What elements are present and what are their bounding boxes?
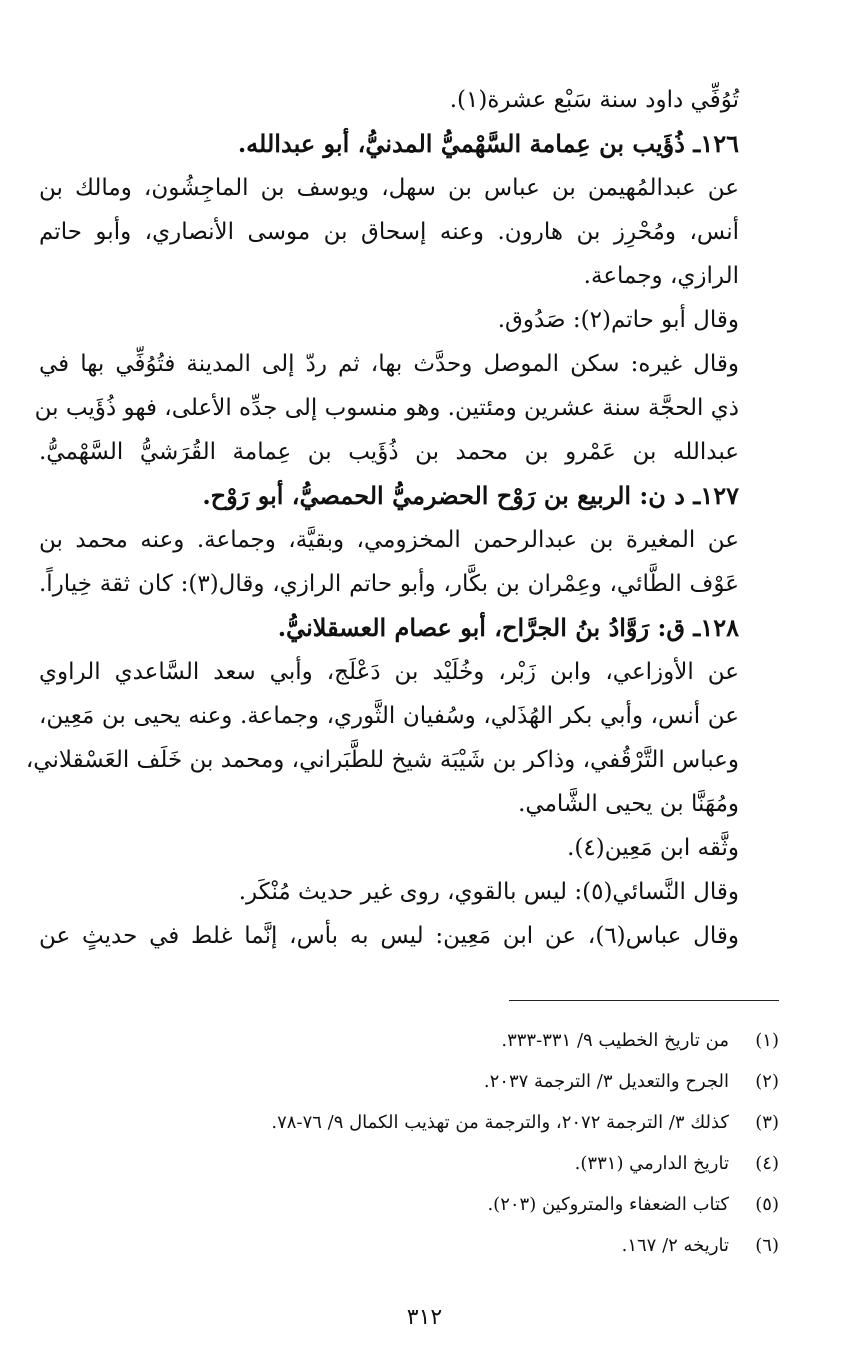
footnote-text: كذلك ٣/ الترجمة ٢٠٧٢، والترجمة من تهذيب الكمال ٩/ ٧٦-٧٨. <box>271 1112 729 1133</box>
text-line: وقال عباس(٦)، عن ابن مَعِين: ليس به بأس، إنَّما غلط في حديثٍ عن <box>39 923 739 949</box>
text-line: عبدالله بن عَمْرو بن محمد بن ذُؤَيب بن عِمامة القُرَشيُّ السَّهْميُّ. <box>39 439 739 465</box>
text-line: وقال النَّسائي(٥): ليس بالقوي، روى غير حديث مُنْكَر. <box>238 879 739 905</box>
footnote-text: الجرح والتعديل ٣/ الترجمة ٢٠٣٧. <box>483 1071 729 1092</box>
footnote-number: (٣) <box>755 1112 779 1133</box>
text-line: تُوُفِّي داود سنة سَبْع عشرة(١). <box>449 87 739 113</box>
text-line: عن عبدالمُهيمن بن عباس بن سهل، ويوسف بن الماجِشُون، ومالك بن <box>39 175 739 201</box>
text-line: عن الأوزاعي، وابن زَبْر، وخُلَيْد بن دَعْلَج، وأبي سعد السَّاعدي الراوي <box>39 659 739 685</box>
entry-heading: ١٢٧ـ د ن: الربيع بن رَوْح الحضرميُّ الحمصيُّ، أبو رَوْح. <box>202 481 739 510</box>
text-line: ذي الحجَّة سنة عشرين ومئتين. وهو منسوب إلى جدِّه الأعلى، فهو ذُؤَيب بن <box>34 395 739 421</box>
footnote-number: (٢) <box>755 1071 779 1092</box>
text-line: الرازي، وجماعة. <box>583 263 739 289</box>
text-line: ومُهَنَّا بن يحيى الشَّامي. <box>518 791 739 817</box>
footnotes <box>79 1020 779 1266</box>
footnote-item <box>79 1143 779 1184</box>
text-line: أنس، ومُحْرِز بن هارون. وعنه إسحاق بن موسى الأنصاري، وأبو حاتم <box>39 219 739 245</box>
text-line: عن أنس، وأبي بكر الهُذَلي، وسُفيان الثَّوري، وجماعة. وعنه يحيى بن مَعِين، <box>39 703 739 729</box>
footnote-item <box>79 1225 779 1266</box>
text-line: وثَّقه ابن مَعِين(٤). <box>567 835 739 861</box>
entry-heading: ١٢٨ـ ق: رَوَّادُ بنُ الجرَّاح، أبو عصام العسقلانيُّ. <box>277 613 739 642</box>
footnote-text: تاريخ الدارمي (٣٣١). <box>574 1153 729 1174</box>
footnote-number: (٤) <box>755 1153 779 1174</box>
footnote-number: (٥) <box>755 1194 779 1215</box>
page-number: ٣١٢ <box>406 1305 443 1330</box>
text-line: عَوْف الطَّائي، وعِمْران بن بكَّار، وأبو حاتم الرازي، وقال(٣): كان ثقة خِياراً. <box>39 571 739 597</box>
footnote-text: تاريخه ٢/ ١٦٧. <box>621 1235 729 1256</box>
text-line: وقال غيره: سكن الموصل وحدَّث بها، ثم ردّ إلى المدينة فتُوُفِّي بها في <box>39 351 739 377</box>
footnote-item <box>79 1102 779 1143</box>
text-line: عن المغيرة بن عبدالرحمن المخزومي، وبقيَّة، وجماعة. وعنه محمد بن <box>39 527 739 553</box>
text-line: وقال أبو حاتم(٢): صَدُوق. <box>497 307 739 333</box>
entry-heading: ١٢٦ـ ذُؤَيب بن عِمامة السَّهْميُّ المدنيُّ، أبو عبدالله. <box>237 129 739 158</box>
footnote-divider <box>509 1000 779 1001</box>
footnote-text: كتاب الضعفاء والمتروكين (٢٠٣). <box>487 1194 729 1215</box>
text-line: وعباس التَّرْقُفي، وذاكر بن شَيْبَة شيخ للطَّبَراني، ومحمد بن خَلَف العَسْقلاني، <box>25 747 739 773</box>
footnote-item <box>79 1184 779 1225</box>
main-text <box>25 78 739 958</box>
footnote-number: (١) <box>755 1030 779 1051</box>
footnote-item <box>79 1061 779 1102</box>
footnote-text: من تاريخ الخطيب ٩/ ٣٣١-٣٣٣. <box>501 1030 729 1051</box>
footnote-item <box>79 1020 779 1061</box>
footnote-number: (٦) <box>755 1235 779 1256</box>
